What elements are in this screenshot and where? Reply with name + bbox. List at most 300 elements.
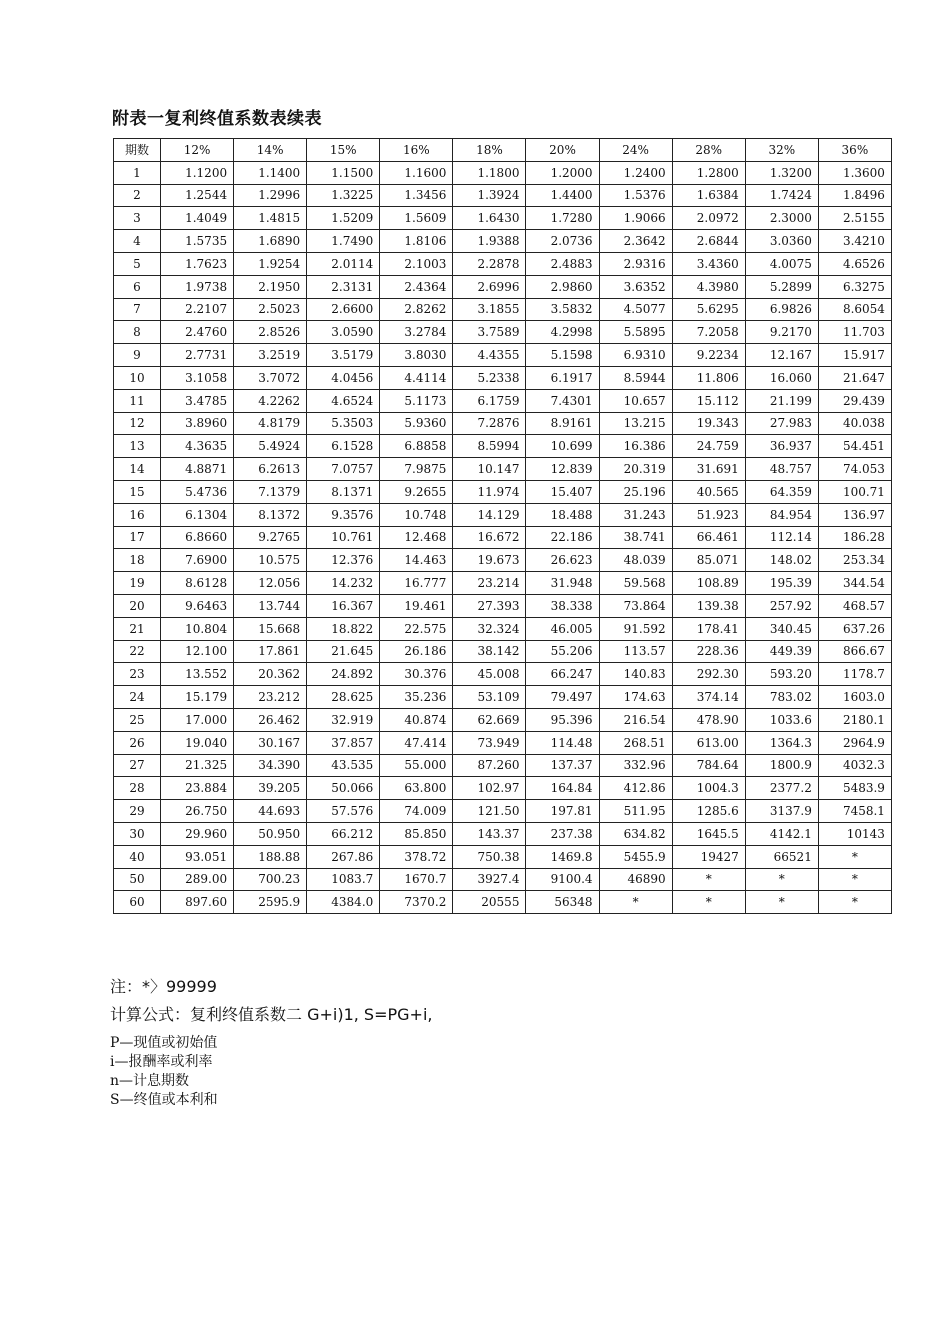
factor-cell: 6.1759 bbox=[453, 389, 526, 412]
factor-cell: 36.937 bbox=[745, 435, 818, 458]
period-cell: 8 bbox=[114, 321, 161, 344]
definition-s: S—终值或本利和 bbox=[110, 1092, 218, 1108]
factor-cell: 344.54 bbox=[818, 572, 891, 595]
factor-cell: 18.488 bbox=[526, 503, 599, 526]
header-rate: 36% bbox=[818, 139, 891, 162]
factor-cell: 43.535 bbox=[307, 754, 380, 777]
factor-cell: 1083.7 bbox=[307, 868, 380, 891]
factor-cell: 3.4360 bbox=[672, 252, 745, 275]
factor-cell: 10.748 bbox=[380, 503, 453, 526]
factor-cell: 9.2765 bbox=[234, 526, 307, 549]
factor-cell: 6.9826 bbox=[745, 298, 818, 321]
factor-cell: 23.884 bbox=[161, 777, 234, 800]
factor-cell: 2.0114 bbox=[307, 252, 380, 275]
factor-cell: 13.552 bbox=[161, 663, 234, 686]
factor-cell: 64.359 bbox=[745, 480, 818, 503]
table-row bbox=[114, 207, 892, 230]
period-cell: 25 bbox=[114, 708, 161, 731]
factor-cell: 20.362 bbox=[234, 663, 307, 686]
factor-cell: 1.1400 bbox=[234, 161, 307, 184]
factor-cell: 100.71 bbox=[818, 480, 891, 503]
factor-cell: 112.14 bbox=[745, 526, 818, 549]
factor-cell: 13.744 bbox=[234, 594, 307, 617]
factor-cell: 4.3635 bbox=[161, 435, 234, 458]
factor-cell: 7.9875 bbox=[380, 458, 453, 481]
factor-cell: 62.669 bbox=[453, 708, 526, 731]
factor-cell: 19.343 bbox=[672, 412, 745, 435]
factor-cell: 113.57 bbox=[599, 640, 672, 663]
factor-cell: 468.57 bbox=[818, 594, 891, 617]
factor-cell: 1.4400 bbox=[526, 184, 599, 207]
header-rate: 18% bbox=[453, 139, 526, 162]
period-cell: 40 bbox=[114, 845, 161, 868]
factor-cell: 21.325 bbox=[161, 754, 234, 777]
factor-cell: 4.4355 bbox=[453, 344, 526, 367]
table-row bbox=[114, 344, 892, 367]
definition-i: i—报酬率或利率 bbox=[110, 1054, 213, 1070]
factor-cell: 1.7424 bbox=[745, 184, 818, 207]
factor-cell: 3.4210 bbox=[818, 230, 891, 253]
factor-cell: 2.6844 bbox=[672, 230, 745, 253]
factor-cell: 85.071 bbox=[672, 549, 745, 572]
table-row bbox=[114, 572, 892, 595]
factor-cell: 11.806 bbox=[672, 366, 745, 389]
factor-cell: 18.822 bbox=[307, 617, 380, 640]
factor-cell: 21.199 bbox=[745, 389, 818, 412]
factor-cell: 14.129 bbox=[453, 503, 526, 526]
factor-cell: 1.4815 bbox=[234, 207, 307, 230]
factor-cell: 5.4924 bbox=[234, 435, 307, 458]
factor-cell: 15.668 bbox=[234, 617, 307, 640]
factor-cell: 783.02 bbox=[745, 686, 818, 709]
factor-cell: * bbox=[745, 868, 818, 891]
factor-cell: 4.4114 bbox=[380, 366, 453, 389]
factor-cell: 56348 bbox=[526, 891, 599, 914]
factor-cell: 23.212 bbox=[234, 686, 307, 709]
factor-cell: 4.8179 bbox=[234, 412, 307, 435]
factor-cell: 4.8871 bbox=[161, 458, 234, 481]
table-row bbox=[114, 663, 892, 686]
header-rate: 20% bbox=[526, 139, 599, 162]
factor-cell: 25.196 bbox=[599, 480, 672, 503]
factor-cell: 114.48 bbox=[526, 731, 599, 754]
header-period: 期数 bbox=[114, 139, 161, 162]
factor-cell: 5.4736 bbox=[161, 480, 234, 503]
factor-cell: 9.6463 bbox=[161, 594, 234, 617]
header-rate: 24% bbox=[599, 139, 672, 162]
table-row bbox=[114, 686, 892, 709]
factor-cell: 59.568 bbox=[599, 572, 672, 595]
factor-cell: 3.5832 bbox=[526, 298, 599, 321]
factor-cell: 2.6996 bbox=[453, 275, 526, 298]
factor-cell: 66.212 bbox=[307, 822, 380, 845]
factor-cell: 87.260 bbox=[453, 754, 526, 777]
factor-cell: 19.040 bbox=[161, 731, 234, 754]
factor-cell: 1.1800 bbox=[453, 161, 526, 184]
table-row bbox=[114, 800, 892, 823]
factor-cell: 2.8526 bbox=[234, 321, 307, 344]
factor-cell: 2377.2 bbox=[745, 777, 818, 800]
period-cell: 29 bbox=[114, 800, 161, 823]
factor-cell: 40.874 bbox=[380, 708, 453, 731]
period-cell: 50 bbox=[114, 868, 161, 891]
factor-cell: 1.5376 bbox=[599, 184, 672, 207]
factor-cell: 91.592 bbox=[599, 617, 672, 640]
table-row bbox=[114, 822, 892, 845]
factor-cell: 3.6352 bbox=[599, 275, 672, 298]
factor-cell: 35.236 bbox=[380, 686, 453, 709]
factor-cell: 15.179 bbox=[161, 686, 234, 709]
symbol-definitions bbox=[110, 1034, 432, 1110]
factor-cell: 6.2613 bbox=[234, 458, 307, 481]
factor-cell: 15.112 bbox=[672, 389, 745, 412]
factor-cell: 2.2878 bbox=[453, 252, 526, 275]
period-cell: 13 bbox=[114, 435, 161, 458]
factor-cell: 10.575 bbox=[234, 549, 307, 572]
factor-cell: 30.167 bbox=[234, 731, 307, 754]
factor-cell: 1.2996 bbox=[234, 184, 307, 207]
factor-cell: 32.324 bbox=[453, 617, 526, 640]
factor-cell: 17.861 bbox=[234, 640, 307, 663]
factor-cell: 22.575 bbox=[380, 617, 453, 640]
factor-cell: 1.4049 bbox=[161, 207, 234, 230]
factor-cell: 478.90 bbox=[672, 708, 745, 731]
factor-cell: 188.88 bbox=[234, 845, 307, 868]
period-cell: 20 bbox=[114, 594, 161, 617]
factor-cell: 7.2876 bbox=[453, 412, 526, 435]
period-cell: 2 bbox=[114, 184, 161, 207]
factor-cell: 1.1500 bbox=[307, 161, 380, 184]
factor-cell: 1.2800 bbox=[672, 161, 745, 184]
factor-cell: 1.3225 bbox=[307, 184, 380, 207]
factor-cell: 7.6900 bbox=[161, 549, 234, 572]
period-cell: 18 bbox=[114, 549, 161, 572]
factor-cell: 4.3980 bbox=[672, 275, 745, 298]
factor-cell: 4.0456 bbox=[307, 366, 380, 389]
factor-cell: 3.1058 bbox=[161, 366, 234, 389]
factor-cell: 897.60 bbox=[161, 891, 234, 914]
factor-cell: * bbox=[745, 891, 818, 914]
factor-cell: 374.14 bbox=[672, 686, 745, 709]
period-cell: 23 bbox=[114, 663, 161, 686]
factor-cell: 57.576 bbox=[307, 800, 380, 823]
factor-cell: 257.92 bbox=[745, 594, 818, 617]
factor-cell: 15.917 bbox=[818, 344, 891, 367]
factor-cell: 31.243 bbox=[599, 503, 672, 526]
header-rate: 16% bbox=[380, 139, 453, 162]
factor-cell: 4384.0 bbox=[307, 891, 380, 914]
factor-cell: 73.864 bbox=[599, 594, 672, 617]
factor-cell: 148.02 bbox=[745, 549, 818, 572]
factor-cell: 1.9738 bbox=[161, 275, 234, 298]
factor-cell: 29.439 bbox=[818, 389, 891, 412]
factor-cell: 8.5944 bbox=[599, 366, 672, 389]
factor-cell: 1.3456 bbox=[380, 184, 453, 207]
factor-cell: 8.6128 bbox=[161, 572, 234, 595]
factor-cell: 93.051 bbox=[161, 845, 234, 868]
table-row bbox=[114, 184, 892, 207]
factor-cell: 3.8960 bbox=[161, 412, 234, 435]
factor-cell: 9.2170 bbox=[745, 321, 818, 344]
factor-cell: 378.72 bbox=[380, 845, 453, 868]
factor-cell: 2.4883 bbox=[526, 252, 599, 275]
table-row bbox=[114, 731, 892, 754]
factor-cell: 5.6295 bbox=[672, 298, 745, 321]
factor-cell: 19.461 bbox=[380, 594, 453, 617]
factor-cell: 267.86 bbox=[307, 845, 380, 868]
factor-cell: 16.367 bbox=[307, 594, 380, 617]
factor-cell: 5.2338 bbox=[453, 366, 526, 389]
factor-cell: 9.2655 bbox=[380, 480, 453, 503]
factor-cell: 1.3200 bbox=[745, 161, 818, 184]
factor-cell: 1.6890 bbox=[234, 230, 307, 253]
table-row bbox=[114, 640, 892, 663]
table-row bbox=[114, 594, 892, 617]
factor-cell: 1.5609 bbox=[380, 207, 453, 230]
factor-cell: 5455.9 bbox=[599, 845, 672, 868]
factor-cell: 2.3131 bbox=[307, 275, 380, 298]
header-rate: 28% bbox=[672, 139, 745, 162]
factor-cell: 40.565 bbox=[672, 480, 745, 503]
factor-cell: 253.34 bbox=[818, 549, 891, 572]
factor-cell: 12.167 bbox=[745, 344, 818, 367]
factor-cell: 3.8030 bbox=[380, 344, 453, 367]
factor-cell: 3.0360 bbox=[745, 230, 818, 253]
header-rate: 14% bbox=[234, 139, 307, 162]
factor-cell: 5.3503 bbox=[307, 412, 380, 435]
period-cell: 15 bbox=[114, 480, 161, 503]
period-cell: 17 bbox=[114, 526, 161, 549]
factor-cell: 11.974 bbox=[453, 480, 526, 503]
factor-cell: 3927.4 bbox=[453, 868, 526, 891]
table-row bbox=[114, 230, 892, 253]
table-row bbox=[114, 617, 892, 640]
factor-cell: 108.89 bbox=[672, 572, 745, 595]
factor-cell: 51.923 bbox=[672, 503, 745, 526]
table-row bbox=[114, 252, 892, 275]
factor-cell: 5.9360 bbox=[380, 412, 453, 435]
factor-cell: 9.2234 bbox=[672, 344, 745, 367]
factor-cell: 1178.7 bbox=[818, 663, 891, 686]
factor-cell: 34.390 bbox=[234, 754, 307, 777]
table-row bbox=[114, 891, 892, 914]
factor-cell: 750.38 bbox=[453, 845, 526, 868]
table-row bbox=[114, 549, 892, 572]
factor-cell: 23.214 bbox=[453, 572, 526, 595]
factor-cell: 12.839 bbox=[526, 458, 599, 481]
factor-cell: 4.6524 bbox=[307, 389, 380, 412]
factor-cell: 1.7490 bbox=[307, 230, 380, 253]
header-rate: 12% bbox=[161, 139, 234, 162]
factor-cell: * bbox=[818, 891, 891, 914]
factor-cell: 12.468 bbox=[380, 526, 453, 549]
factor-cell: 40.038 bbox=[818, 412, 891, 435]
factor-cell: 8.6054 bbox=[818, 298, 891, 321]
factor-cell: 7370.2 bbox=[380, 891, 453, 914]
notes-section bbox=[110, 976, 432, 1110]
factor-cell: 1.5735 bbox=[161, 230, 234, 253]
factor-cell: 2595.9 bbox=[234, 891, 307, 914]
factor-cell: 1.7280 bbox=[526, 207, 599, 230]
factor-cell: 8.9161 bbox=[526, 412, 599, 435]
factor-cell: 27.983 bbox=[745, 412, 818, 435]
factor-cell: 16.777 bbox=[380, 572, 453, 595]
factor-cell: 8.1372 bbox=[234, 503, 307, 526]
factor-cell: 5.2899 bbox=[745, 275, 818, 298]
period-cell: 28 bbox=[114, 777, 161, 800]
factor-cell: 7.4301 bbox=[526, 389, 599, 412]
factor-cell: 3.2519 bbox=[234, 344, 307, 367]
factor-cell: 1.6384 bbox=[672, 184, 745, 207]
period-cell: 9 bbox=[114, 344, 161, 367]
table-row bbox=[114, 480, 892, 503]
period-cell: 6 bbox=[114, 275, 161, 298]
period-cell: 60 bbox=[114, 891, 161, 914]
factor-cell: 48.757 bbox=[745, 458, 818, 481]
factor-cell: 14.463 bbox=[380, 549, 453, 572]
factor-cell: * bbox=[672, 891, 745, 914]
factor-cell: 31.691 bbox=[672, 458, 745, 481]
factor-cell: 2.7731 bbox=[161, 344, 234, 367]
factor-cell: 10.699 bbox=[526, 435, 599, 458]
factor-cell: 1.1200 bbox=[161, 161, 234, 184]
factor-cell: 332.96 bbox=[599, 754, 672, 777]
factor-cell: 26.623 bbox=[526, 549, 599, 572]
factor-cell: 21.645 bbox=[307, 640, 380, 663]
table-row bbox=[114, 526, 892, 549]
factor-cell: 26.186 bbox=[380, 640, 453, 663]
factor-cell: 13.215 bbox=[599, 412, 672, 435]
factor-cell: 37.857 bbox=[307, 731, 380, 754]
factor-cell: 9.3576 bbox=[307, 503, 380, 526]
factor-cell: 2.3642 bbox=[599, 230, 672, 253]
factor-cell: 12.376 bbox=[307, 549, 380, 572]
factor-cell: * bbox=[599, 891, 672, 914]
header-rate: 15% bbox=[307, 139, 380, 162]
factor-cell: 1.2000 bbox=[526, 161, 599, 184]
factor-cell: 1800.9 bbox=[745, 754, 818, 777]
factor-cell: 38.741 bbox=[599, 526, 672, 549]
table-row bbox=[114, 275, 892, 298]
table-row bbox=[114, 161, 892, 184]
factor-cell: 1.1600 bbox=[380, 161, 453, 184]
factor-cell: 449.39 bbox=[745, 640, 818, 663]
table-row bbox=[114, 777, 892, 800]
factor-cell: 634.82 bbox=[599, 822, 672, 845]
factor-cell: 2.6600 bbox=[307, 298, 380, 321]
factor-cell: 2.8262 bbox=[380, 298, 453, 321]
factor-cell: 3.5179 bbox=[307, 344, 380, 367]
factor-cell: 47.414 bbox=[380, 731, 453, 754]
factor-cell: 6.8660 bbox=[161, 526, 234, 549]
factor-cell: 24.759 bbox=[672, 435, 745, 458]
factor-cell: 4.5077 bbox=[599, 298, 672, 321]
table-row bbox=[114, 389, 892, 412]
factor-cell: 2.1950 bbox=[234, 275, 307, 298]
factor-cell: 4.2998 bbox=[526, 321, 599, 344]
factor-cell: 9100.4 bbox=[526, 868, 599, 891]
definition-p: P—现值或初始值 bbox=[110, 1035, 218, 1051]
factor-cell: 197.81 bbox=[526, 800, 599, 823]
factor-cell: 10.804 bbox=[161, 617, 234, 640]
factor-cell: 102.97 bbox=[453, 777, 526, 800]
factor-cell: 2.0736 bbox=[526, 230, 599, 253]
factor-cell: 54.451 bbox=[818, 435, 891, 458]
factor-cell: 3.1855 bbox=[453, 298, 526, 321]
factor-cell: 866.67 bbox=[818, 640, 891, 663]
factor-cell: 6.1528 bbox=[307, 435, 380, 458]
factor-cell: 38.338 bbox=[526, 594, 599, 617]
table-row bbox=[114, 458, 892, 481]
factor-cell: 30.376 bbox=[380, 663, 453, 686]
factor-cell: 1.2400 bbox=[599, 161, 672, 184]
factor-cell: 412.86 bbox=[599, 777, 672, 800]
factor-cell: * bbox=[818, 868, 891, 891]
factor-cell: 12.100 bbox=[161, 640, 234, 663]
factor-cell: 26.462 bbox=[234, 708, 307, 731]
factor-cell: 29.960 bbox=[161, 822, 234, 845]
period-cell: 1 bbox=[114, 161, 161, 184]
factor-cell: 2180.1 bbox=[818, 708, 891, 731]
factor-cell: 174.63 bbox=[599, 686, 672, 709]
factor-cell: 139.38 bbox=[672, 594, 745, 617]
period-cell: 7 bbox=[114, 298, 161, 321]
table-row bbox=[114, 298, 892, 321]
period-cell: 27 bbox=[114, 754, 161, 777]
factor-cell: 46890 bbox=[599, 868, 672, 891]
factor-cell: 44.693 bbox=[234, 800, 307, 823]
factor-cell: 55.206 bbox=[526, 640, 599, 663]
period-cell: 5 bbox=[114, 252, 161, 275]
factor-cell: 140.83 bbox=[599, 663, 672, 686]
factor-cell: 39.205 bbox=[234, 777, 307, 800]
factor-cell: 63.800 bbox=[380, 777, 453, 800]
factor-cell: 1.8496 bbox=[818, 184, 891, 207]
factor-cell: 95.396 bbox=[526, 708, 599, 731]
factor-cell: 14.232 bbox=[307, 572, 380, 595]
factor-cell: 4032.3 bbox=[818, 754, 891, 777]
compound-factor-table bbox=[113, 138, 892, 914]
factor-cell: 237.38 bbox=[526, 822, 599, 845]
factor-cell: 2.2107 bbox=[161, 298, 234, 321]
period-cell: 21 bbox=[114, 617, 161, 640]
factor-cell: 4.6526 bbox=[818, 252, 891, 275]
factor-cell: 3.7589 bbox=[453, 321, 526, 344]
factor-cell: 1.2544 bbox=[161, 184, 234, 207]
table-row bbox=[114, 708, 892, 731]
factor-cell: 593.20 bbox=[745, 663, 818, 686]
factor-cell: 2964.9 bbox=[818, 731, 891, 754]
factor-cell: 289.00 bbox=[161, 868, 234, 891]
factor-cell: 186.28 bbox=[818, 526, 891, 549]
table-row bbox=[114, 754, 892, 777]
factor-cell: 1.6430 bbox=[453, 207, 526, 230]
factor-cell: 1.7623 bbox=[161, 252, 234, 275]
factor-cell: 50.066 bbox=[307, 777, 380, 800]
factor-cell: 12.056 bbox=[234, 572, 307, 595]
factor-cell: 137.37 bbox=[526, 754, 599, 777]
factor-cell: 8.5994 bbox=[453, 435, 526, 458]
factor-cell: 32.919 bbox=[307, 708, 380, 731]
factor-cell: 613.00 bbox=[672, 731, 745, 754]
table-row bbox=[114, 366, 892, 389]
factor-cell: 48.039 bbox=[599, 549, 672, 572]
period-cell: 3 bbox=[114, 207, 161, 230]
table-row bbox=[114, 321, 892, 344]
factor-cell: 2.9860 bbox=[526, 275, 599, 298]
table-row bbox=[114, 412, 892, 435]
period-cell: 4 bbox=[114, 230, 161, 253]
